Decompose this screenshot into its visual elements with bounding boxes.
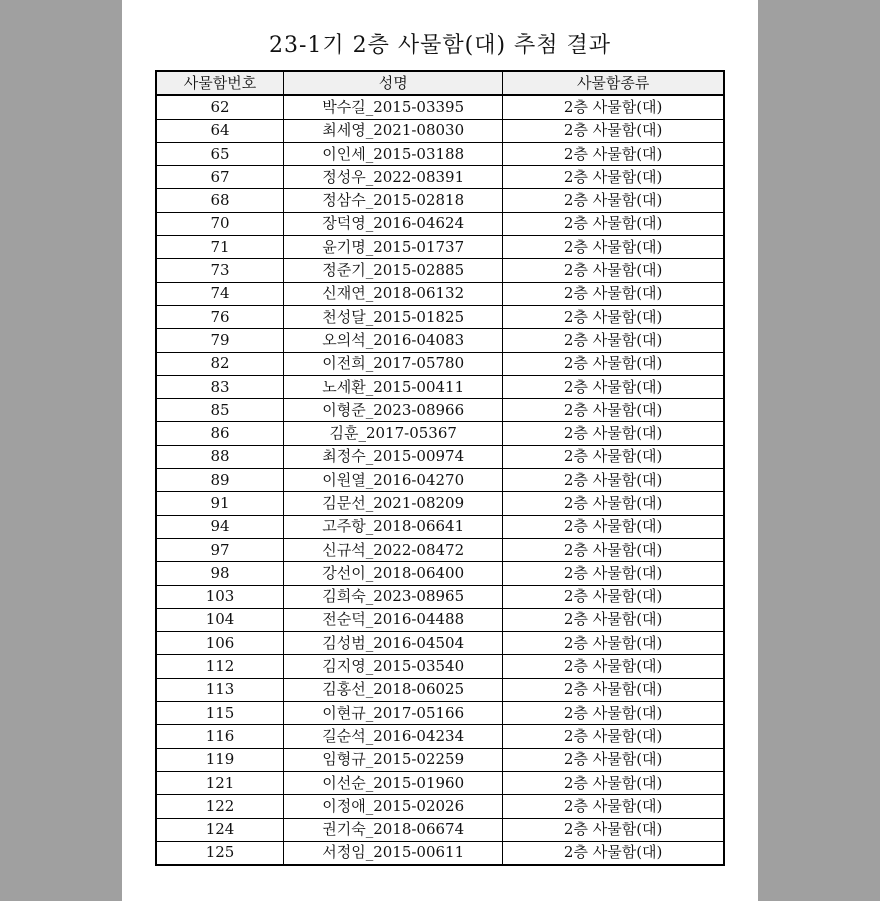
locker-type-cell: 2층 사물함(대) — [503, 399, 724, 422]
table-row — [156, 585, 724, 608]
name-cell: 천성달_2015-01825 — [284, 305, 503, 328]
locker-type-cell: 2층 사물함(대) — [503, 166, 724, 189]
table-row — [156, 608, 724, 631]
table-row — [156, 538, 724, 561]
name-cell: 장덕영_2016-04624 — [284, 212, 503, 235]
name-cell: 서정임_2015-00611 — [284, 841, 503, 865]
locker-number-cell: 119 — [156, 748, 284, 771]
locker-type-cell: 2층 사물함(대) — [503, 142, 724, 165]
locker-number-cell: 62 — [156, 95, 284, 119]
locker-number-cell: 125 — [156, 841, 284, 865]
locker-number-cell: 79 — [156, 329, 284, 352]
table-row — [156, 818, 724, 841]
table-row — [156, 305, 724, 328]
locker-number-cell: 104 — [156, 608, 284, 631]
locker-number-cell: 71 — [156, 236, 284, 259]
locker-number-cell: 67 — [156, 166, 284, 189]
locker-number-cell: 97 — [156, 538, 284, 561]
locker-number-cell: 98 — [156, 562, 284, 585]
name-cell: 김홍선_2018-06025 — [284, 678, 503, 701]
locker-type-cell: 2층 사물함(대) — [503, 305, 724, 328]
table-row — [156, 95, 724, 119]
locker-type-cell: 2층 사물함(대) — [503, 678, 724, 701]
table-row — [156, 771, 724, 794]
locker-number-cell: 94 — [156, 515, 284, 538]
locker-number-cell: 68 — [156, 189, 284, 212]
table-row — [156, 375, 724, 398]
locker-number-cell: 116 — [156, 725, 284, 748]
column-header-name: 성명 — [284, 71, 503, 95]
table-row — [156, 236, 724, 259]
locker-number-cell: 89 — [156, 469, 284, 492]
locker-type-cell: 2층 사물함(대) — [503, 562, 724, 585]
table-row — [156, 795, 724, 818]
name-cell: 이전희_2017-05780 — [284, 352, 503, 375]
name-cell: 신규석_2022-08472 — [284, 538, 503, 561]
name-cell: 최정수_2015-00974 — [284, 445, 503, 468]
table-row — [156, 725, 724, 748]
table-row — [156, 748, 724, 771]
name-cell: 이원열_2016-04270 — [284, 469, 503, 492]
table-row — [156, 282, 724, 305]
locker-number-cell: 113 — [156, 678, 284, 701]
document-page — [122, 0, 758, 901]
locker-type-cell: 2층 사물함(대) — [503, 422, 724, 445]
name-cell: 이정애_2015-02026 — [284, 795, 503, 818]
table-row — [156, 678, 724, 701]
name-cell: 전순덕_2016-04488 — [284, 608, 503, 631]
table-row — [156, 515, 724, 538]
locker-number-cell: 85 — [156, 399, 284, 422]
table-row — [156, 422, 724, 445]
locker-number-cell: 91 — [156, 492, 284, 515]
table-header-row — [156, 71, 724, 95]
table-row — [156, 189, 724, 212]
locker-type-cell: 2층 사물함(대) — [503, 702, 724, 725]
table-row — [156, 492, 724, 515]
table-row — [156, 119, 724, 142]
locker-number-cell: 86 — [156, 422, 284, 445]
name-cell: 신재연_2018-06132 — [284, 282, 503, 305]
locker-number-cell: 65 — [156, 142, 284, 165]
locker-type-cell: 2층 사물함(대) — [503, 375, 724, 398]
locker-type-cell: 2층 사물함(대) — [503, 236, 724, 259]
locker-number-cell: 64 — [156, 119, 284, 142]
name-cell: 김희숙_2023-08965 — [284, 585, 503, 608]
table-row — [156, 166, 724, 189]
locker-type-cell: 2층 사물함(대) — [503, 259, 724, 282]
table-row — [156, 632, 724, 655]
table-row — [156, 142, 724, 165]
name-cell: 윤기명_2015-01737 — [284, 236, 503, 259]
locker-type-cell: 2층 사물함(대) — [503, 469, 724, 492]
table-row — [156, 212, 724, 235]
locker-number-cell: 82 — [156, 352, 284, 375]
table-row — [156, 702, 724, 725]
locker-type-cell: 2층 사물함(대) — [503, 282, 724, 305]
locker-number-cell: 115 — [156, 702, 284, 725]
page-title: 23-1기 2층 사물함(대) 추첨 결과 — [268, 33, 612, 58]
table-row — [156, 329, 724, 352]
column-header-locker-type: 사물함종류 — [503, 71, 724, 95]
locker-number-cell: 122 — [156, 795, 284, 818]
table-row — [156, 399, 724, 422]
locker-number-cell: 70 — [156, 212, 284, 235]
name-cell: 최세영_2021-08030 — [284, 119, 503, 142]
name-cell: 권기숙_2018-06674 — [284, 818, 503, 841]
table-row — [156, 841, 724, 865]
result-table — [155, 70, 725, 866]
locker-number-cell: 124 — [156, 818, 284, 841]
locker-type-cell: 2층 사물함(대) — [503, 585, 724, 608]
name-cell: 김지영_2015-03540 — [284, 655, 503, 678]
name-cell: 고주항_2018-06641 — [284, 515, 503, 538]
name-cell: 강선이_2018-06400 — [284, 562, 503, 585]
column-header-locker-number: 사물함번호 — [156, 71, 284, 95]
name-cell: 오의석_2016-04083 — [284, 329, 503, 352]
locker-number-cell: 73 — [156, 259, 284, 282]
name-cell: 김훈_2017-05367 — [284, 422, 503, 445]
locker-number-cell: 74 — [156, 282, 284, 305]
locker-number-cell: 106 — [156, 632, 284, 655]
locker-type-cell: 2층 사물함(대) — [503, 725, 724, 748]
locker-type-cell: 2층 사물함(대) — [503, 515, 724, 538]
name-cell: 이형준_2023-08966 — [284, 399, 503, 422]
table-row — [156, 655, 724, 678]
locker-type-cell: 2층 사물함(대) — [503, 655, 724, 678]
locker-type-cell: 2층 사물함(대) — [503, 95, 724, 119]
name-cell: 정삼수_2015-02818 — [284, 189, 503, 212]
name-cell: 노세환_2015-00411 — [284, 375, 503, 398]
name-cell: 이인세_2015-03188 — [284, 142, 503, 165]
locker-type-cell: 2층 사물함(대) — [503, 538, 724, 561]
locker-type-cell: 2층 사물함(대) — [503, 189, 724, 212]
name-cell: 정준기_2015-02885 — [284, 259, 503, 282]
locker-number-cell: 88 — [156, 445, 284, 468]
name-cell: 김문선_2021-08209 — [284, 492, 503, 515]
table-row — [156, 562, 724, 585]
locker-type-cell: 2층 사물함(대) — [503, 329, 724, 352]
table-row — [156, 259, 724, 282]
table-row — [156, 469, 724, 492]
locker-number-cell: 76 — [156, 305, 284, 328]
locker-type-cell: 2층 사물함(대) — [503, 608, 724, 631]
locker-number-cell: 83 — [156, 375, 284, 398]
table-row — [156, 445, 724, 468]
locker-number-cell: 112 — [156, 655, 284, 678]
locker-type-cell: 2층 사물함(대) — [503, 795, 724, 818]
locker-type-cell: 2층 사물함(대) — [503, 841, 724, 865]
locker-type-cell: 2층 사물함(대) — [503, 818, 724, 841]
name-cell: 박수길_2015-03395 — [284, 95, 503, 119]
result-table-body — [156, 95, 724, 865]
locker-type-cell: 2층 사물함(대) — [503, 771, 724, 794]
locker-type-cell: 2층 사물함(대) — [503, 212, 724, 235]
name-cell: 정성우_2022-08391 — [284, 166, 503, 189]
locker-type-cell: 2층 사물함(대) — [503, 119, 724, 142]
locker-type-cell: 2층 사물함(대) — [503, 748, 724, 771]
name-cell: 이현규_2017-05166 — [284, 702, 503, 725]
locker-number-cell: 121 — [156, 771, 284, 794]
locker-type-cell: 2층 사물함(대) — [503, 352, 724, 375]
locker-type-cell: 2층 사물함(대) — [503, 492, 724, 515]
locker-type-cell: 2층 사물함(대) — [503, 445, 724, 468]
locker-type-cell: 2층 사물함(대) — [503, 632, 724, 655]
name-cell: 김성범_2016-04504 — [284, 632, 503, 655]
name-cell: 길순석_2016-04234 — [284, 725, 503, 748]
name-cell: 이선순_2015-01960 — [284, 771, 503, 794]
name-cell: 임형규_2015-02259 — [284, 748, 503, 771]
locker-number-cell: 103 — [156, 585, 284, 608]
table-row — [156, 352, 724, 375]
